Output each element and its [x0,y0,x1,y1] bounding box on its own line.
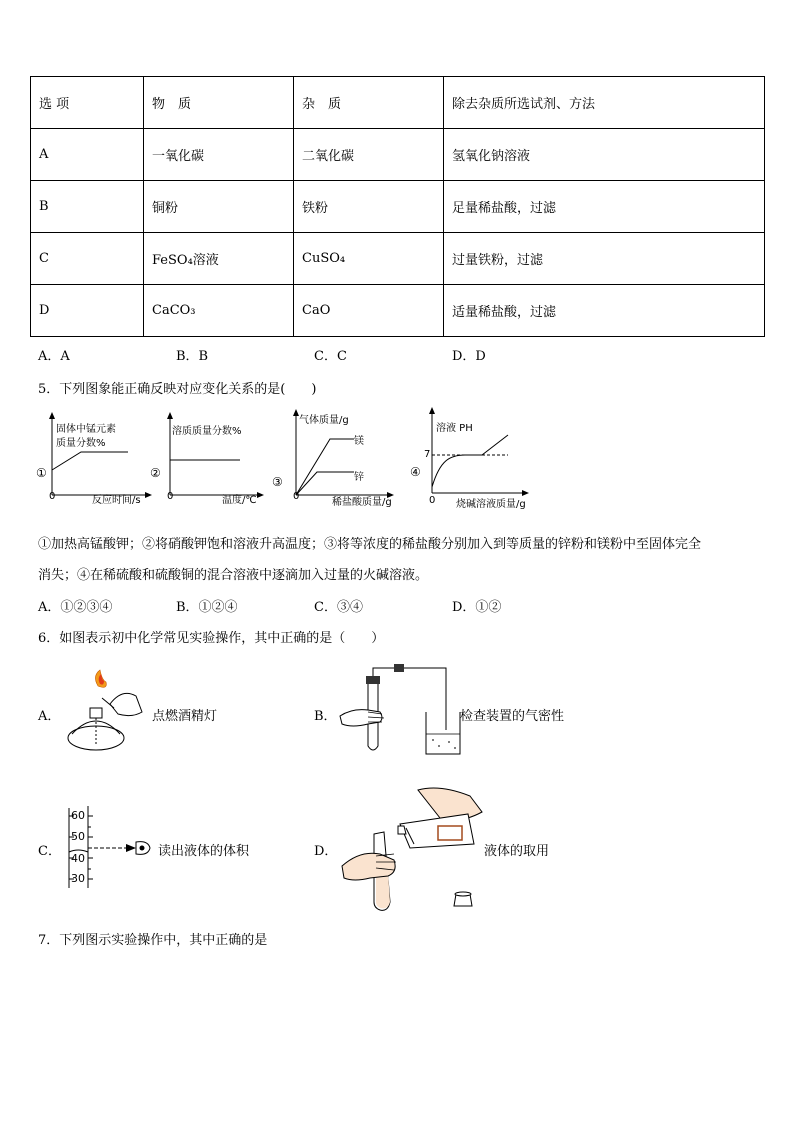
liquid-pouring-svg [340,784,485,916]
graph-1-number: ① [36,466,47,480]
table-cell: CuSO₄ [294,233,444,285]
alcohol-lamp-illustration [62,668,152,756]
graph-3-number: ③ [272,475,283,489]
q5-choice-c[interactable]: C．③④ [314,600,363,615]
table-cell: FeSO₄溶液 [144,233,294,285]
table-cell: 适量稀盐酸，过滤 [444,285,765,337]
graph-3-line-zn: 锌 [354,472,364,483]
graduated-cylinder-illustration [66,806,156,890]
table-cell: 铜粉 [144,181,294,233]
table-cell: 过量铁粉，过滤 [444,233,765,285]
q5-stem: 5．下列图象能正确反映对应变化关系的是( ) [38,382,317,397]
table-row [31,181,765,233]
q5-choice-d[interactable]: D．①② [452,600,502,615]
graph-1-ylabel-2: 质量分数% [56,438,106,449]
cylinder-tick-30: 30 [71,872,85,885]
table-cell: B [31,181,144,233]
q5-description-1: ①加热高锰酸钾；②将硝酸钾饱和溶液升高温度；③将等浓度的稀盐酸分别加入到等质量的锌粉和镁粉中至固体完全 [38,537,702,552]
graph-4-number: ④ [410,465,421,479]
table-cell: 铁粉 [294,181,444,233]
graph-2 [150,410,270,505]
table-cell: CaCO₃ [144,285,294,337]
table-cell: A [31,129,144,181]
q7-stem: 7．下列图示实验操作中，其中正确的是 [38,933,268,948]
q5-choice-a[interactable]: A．①②③④ [38,600,113,615]
liquid-pouring-illustration [340,784,485,916]
graph-2-origin: 0 [167,491,174,502]
q6-option-b-caption: 检查装置的气密性 [460,709,565,724]
graph-3 [272,405,397,508]
reagent-table [30,76,765,337]
graph-2-xlabel: 温度/℃ [222,495,257,506]
airtightness-svg [338,662,463,757]
q5-choice-b[interactable]: B．①②④ [176,600,238,615]
graph-3-origin: 0 [293,491,300,502]
graph-2-ylabel: 溶质质量分数% [172,426,242,437]
table-cell: C [31,233,144,285]
table-cell: CaO [294,285,444,337]
q6-stem: 6．如图表示初中化学常见实验操作，其中正确的是（ ） [38,631,385,646]
graph-3-xlabel: 稀盐酸质量/g [332,497,392,508]
graph-2-number: ② [150,466,161,480]
table-header-cell: 除去杂质所选试剂、方法 [444,77,765,129]
q6-option-c-letter[interactable]: C． [38,844,61,859]
table-header-cell: 物 质 [144,77,294,129]
alcohol-lamp-svg [62,668,152,756]
q4-choice-d[interactable]: D．D [452,349,486,364]
q4-choice-b[interactable]: B．B [176,349,209,364]
table-cell: 二氧化碳 [294,129,444,181]
airtightness-illustration [338,662,463,757]
graph-4-ylabel: 溶液 PH [436,423,473,434]
table-cell: 足量稀盐酸，过滤 [444,181,765,233]
graph-1 [36,410,156,505]
table-row [31,233,765,285]
graph-3-line-mg: 镁 [354,436,364,447]
graph-1-ylabel: 固体中锰元素 [56,424,116,435]
table-row [31,129,765,181]
cylinder-tick-50: 50 [71,830,85,843]
q6-option-d-letter[interactable]: D． [314,844,338,859]
graph-1-xlabel: 反应时间/s [92,495,141,506]
q6-option-a-letter[interactable]: A． [38,709,61,724]
graph-4-xlabel: 烧碱溶液质量/g [456,499,526,510]
cylinder-tick-60: 60 [71,809,85,822]
q5-description-2: 消失；④在稀硫酸和硫酸铜的混合溶液中逐滴加入过量的火碱溶液。 [38,568,429,583]
q6-option-b-letter[interactable]: B． [314,709,337,724]
table-header-cell: 选 项 [31,77,144,129]
table-row [31,285,765,337]
graph-3-ylabel: 气体质量/g [299,415,349,426]
table-cell: 一氧化碳 [144,129,294,181]
table-cell: 氢氧化钠溶液 [444,129,765,181]
q6-option-c-caption: 读出液体的体积 [158,844,250,859]
graph-1-origin: 0 [49,491,56,502]
cylinder-tick-40: 40 [71,852,85,865]
table-header-row [31,77,765,129]
table-cell: D [31,285,144,337]
q4-choice-a[interactable]: A．A [38,349,70,364]
q6-option-d-caption: 液体的取用 [484,844,550,859]
q6-option-a-caption: 点燃酒精灯 [152,709,218,724]
q4-choice-c[interactable]: C．C [314,349,347,364]
graph-4-tick-7: 7 [424,449,431,460]
table-header-cell: 杂 质 [294,77,444,129]
graph-4-origin: 0 [429,495,436,506]
graph-4 [410,405,535,510]
